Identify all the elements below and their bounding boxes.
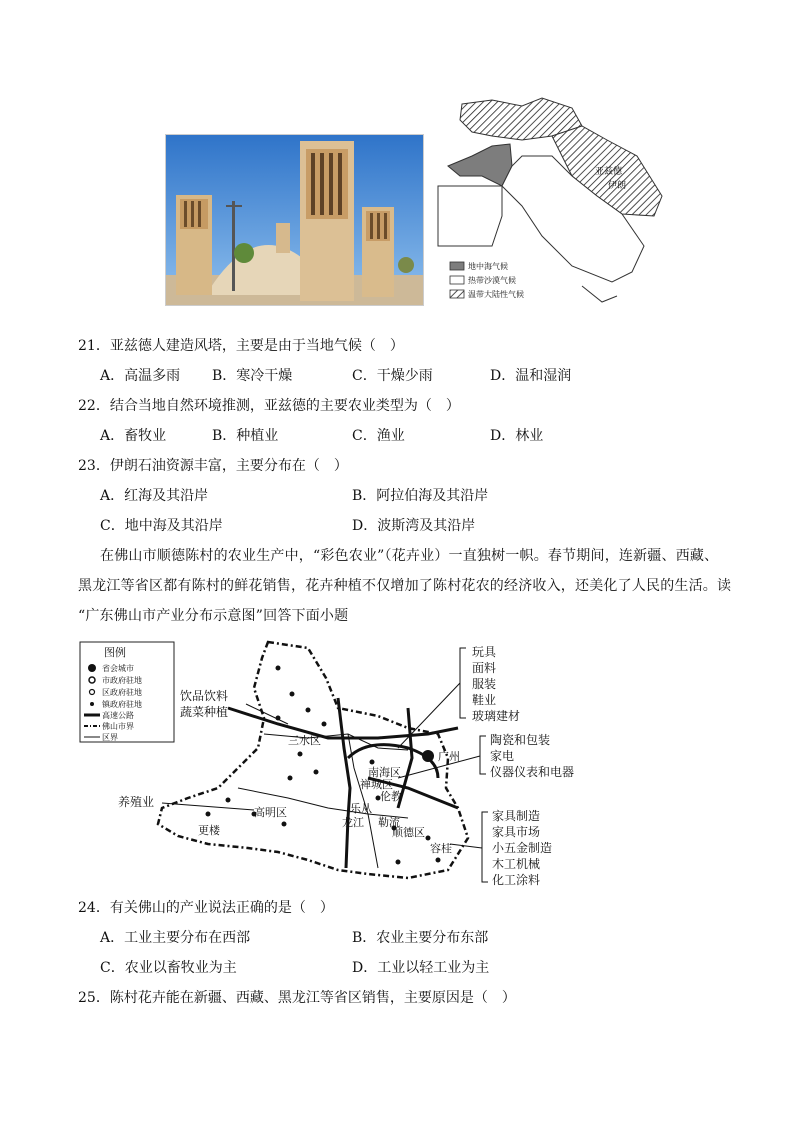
bracket (480, 736, 486, 774)
place-sanshui: 三水区 (288, 734, 321, 747)
industry-nw-1: 蔬菜种植 (180, 705, 229, 719)
q21-option-b[interactable]: B．寒冷干燥 (212, 368, 293, 384)
q23-option-d[interactable]: D．波斯湾及其沿岸 (352, 518, 476, 534)
legend-swatch-mediterranean (450, 262, 464, 270)
industry-ne-0: 玩具 (472, 645, 497, 659)
legend-swatch-desert (450, 276, 464, 284)
legend-icon-city-gov (89, 677, 95, 683)
q21-option-d[interactable]: D．温和湿润 (490, 368, 572, 384)
industry-nw-0: 饮品饮料 (180, 689, 229, 703)
place-chancheng: 禅城区 (360, 778, 393, 791)
q22-option-d[interactable]: D．林业 (490, 428, 544, 444)
q23-option-c[interactable]: C．地中海及其沿岸 (100, 518, 223, 534)
legend-text-5: 佛山市界 (102, 722, 134, 731)
leader-line (162, 803, 254, 810)
legend-icon-town-gov (90, 702, 94, 706)
place-genglou: 更楼 (198, 824, 220, 837)
bracket (482, 812, 488, 882)
legend-text-3: 镇政府驻地 (102, 700, 142, 709)
q22-option-c[interactable]: C．渔业 (352, 428, 405, 444)
q24-option-d[interactable]: D．工业以轻工业为主 (352, 960, 490, 976)
passage-line-2: 黑龙江等省区都有陈村的鲜花销售，花卉种植不仅增加了陈村花农的经济收入，还美化了人民的生活。读 (78, 578, 732, 594)
industry-e-0: 陶瓷和包装 (490, 733, 551, 747)
q23-option-b[interactable]: B．阿拉伯海及其沿岸 (352, 488, 489, 504)
question-23-stem: 23．伊朗石油资源丰富，主要分布在（ ） (78, 458, 348, 474)
passage-line-1: 在佛山市顺德陈村的农业生产中，“彩色农业”（花卉业）一直独树一帜。春节期间，连新疆、西藏、 (100, 548, 719, 564)
passage-line-3: “广东佛山市产业分布示意图”回答下面小题 (78, 608, 349, 624)
legend-text-6: 区界 (102, 733, 118, 742)
place-ronggui: 容桂 (430, 842, 452, 855)
leader-line (450, 844, 482, 848)
legend-text-2: 区政府驻地 (102, 688, 142, 697)
industry-ne-4: 玻璃建材 (472, 709, 521, 723)
legend-title: 图例 (104, 646, 126, 659)
industry-ne-3: 鞋业 (472, 693, 497, 707)
legend-text-desert: 热带沙漠气候 (468, 276, 516, 285)
climate-map (432, 96, 670, 308)
highway (338, 698, 350, 868)
map-label-iran: 伊朗 (608, 181, 627, 191)
industry-se-3: 木工机械 (492, 857, 541, 871)
guangzhou-marker (422, 750, 434, 762)
q24-option-a[interactable]: A．工业主要分布在西部 (100, 930, 251, 946)
question-24-stem: 24．有关佛山的产业说法正确的是（ ） (78, 900, 334, 916)
industry-w-0: 养殖业 (118, 795, 155, 809)
foshan-industry-map (78, 638, 618, 888)
place-leliu: 勒流 (378, 816, 400, 829)
q22-option-a[interactable]: A．畜牧业 (100, 428, 167, 444)
place-lecong: 乐从 (350, 802, 372, 815)
question-21-stem: 21．亚兹德人建造风塔，主要是由于当地气候（ ） (78, 338, 404, 354)
industry-e-1: 家电 (490, 749, 515, 763)
industry-ne-1: 面料 (472, 661, 497, 675)
industry-se-4: 化工涂料 (492, 873, 541, 887)
industry-se-2: 小五金制造 (492, 841, 553, 855)
foshan-boundary (158, 642, 468, 878)
bracket (460, 648, 466, 718)
industry-ne-2: 服装 (472, 677, 497, 691)
industry-se-1: 家具市场 (492, 825, 541, 839)
legend-swatch-continental (450, 290, 464, 298)
place-gaoming: 高明区 (254, 806, 287, 819)
question-25-stem: 25．陈村花卉能在新疆、西藏、黑龙江等省区销售，主要原因是（ ） (78, 990, 516, 1006)
place-guangzhou: 广州 (438, 750, 460, 763)
wind-tower-photo (165, 134, 424, 306)
legend-text-4: 高速公路 (102, 711, 134, 720)
legend-text-continental: 温带大陆性气候 (468, 290, 524, 299)
place-shunde: 顺德区 (392, 826, 425, 839)
place-longjiang: 龙江 (342, 816, 364, 829)
q23-option-a[interactable]: A．红海及其沿岸 (100, 488, 209, 504)
legend-icon-provincial-capital (88, 664, 96, 672)
q21-option-c[interactable]: C．干燥少雨 (352, 368, 433, 384)
place-nanhai: 南海区 (368, 766, 401, 779)
legend-text-0: 省会城市 (102, 664, 134, 673)
legend-text-1: 市政府驻地 (102, 676, 142, 685)
map-label-yazd: 亚兹德 (595, 167, 623, 177)
legend-text-mediterranean: 地中海气候 (468, 262, 508, 271)
q24-option-c[interactable]: C．农业以畜牧业为主 (100, 960, 237, 976)
q22-option-b[interactable]: B．种植业 (212, 428, 279, 444)
q24-option-b[interactable]: B．农业主要分布东部 (352, 930, 489, 946)
industry-e-2: 仪器仪表和电器 (490, 765, 575, 779)
q21-option-a[interactable]: A．高温多雨 (100, 368, 181, 384)
question-22-stem: 22．结合当地自然环境推测，亚兹德的主要农业类型为（ ） (78, 398, 460, 414)
place-lunjiao: 伦教 (380, 790, 402, 803)
industry-se-0: 家具制造 (492, 809, 541, 823)
legend-icon-district-gov (90, 690, 95, 695)
